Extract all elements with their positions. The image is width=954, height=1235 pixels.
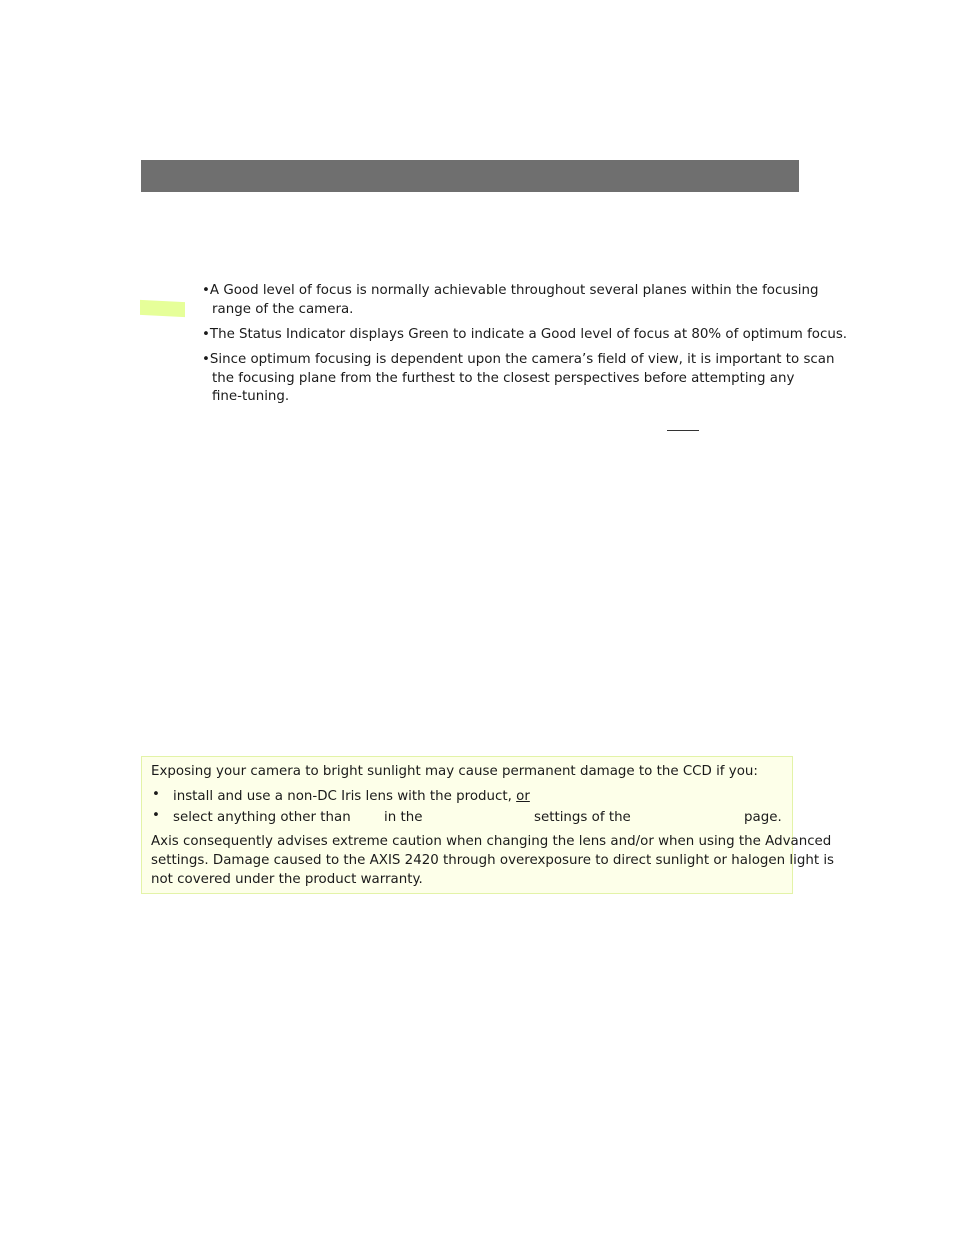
focus-note-3-line-2: the focusing plane from the furthest to the closest perspectives before attempting any [212, 370, 795, 386]
focus-note-1-line-1: •A Good level of focus is normally achievable throughout several planes within the focusing [202, 283, 819, 298]
caution-item-2-part-2: in the [384, 810, 423, 825]
caution-box [141, 756, 835, 894]
focus-note-3-line-3: fine-tuning. [212, 389, 290, 404]
caution-para-line-2: settings. Damage caused to the AXIS 2420 through overexposure to direct sunlight or halogen light is [151, 853, 835, 868]
caution-item-2-part-3: settings of the [534, 810, 631, 825]
focus-note-2 [202, 326, 848, 345]
focus-note-2-line-1: •The Status Indicator displays Green to indicate a Good level of focus at 80% of optimum focus. [202, 327, 848, 342]
caution-bullet-2: • [152, 808, 160, 823]
caution-item-1-text: install and use a non-DC Iris lens with the product, [173, 789, 512, 804]
caution-item-1 [173, 787, 530, 806]
caution-bullet-1: • [152, 787, 160, 802]
caution-para-line-1: Axis consequently advises extreme caution when changing the lens and/or when using the Advanced [151, 834, 832, 849]
focus-note-3-line-1: •Since optimum focusing is dependent upon the camera’s field of view, it is important to scan [202, 352, 835, 367]
caution-intro: Exposing your camera to bright sunlight may cause permanent damage to the CCD if you: [151, 764, 758, 779]
focus-note-1-line-2: range of the camera. [212, 301, 354, 317]
caution-para-line-3: not covered under the product warranty. [151, 872, 423, 887]
section-header-bar [141, 160, 799, 192]
caution-item-2-part-1: select anything other than [173, 810, 351, 825]
focus-note-1 [202, 282, 819, 319]
note-marker [140, 300, 185, 317]
underline-mark [667, 430, 699, 431]
caution-item-1-or: or [516, 789, 530, 804]
focus-note-3 [202, 351, 835, 407]
caution-item-2-part-4: page. [744, 810, 782, 825]
